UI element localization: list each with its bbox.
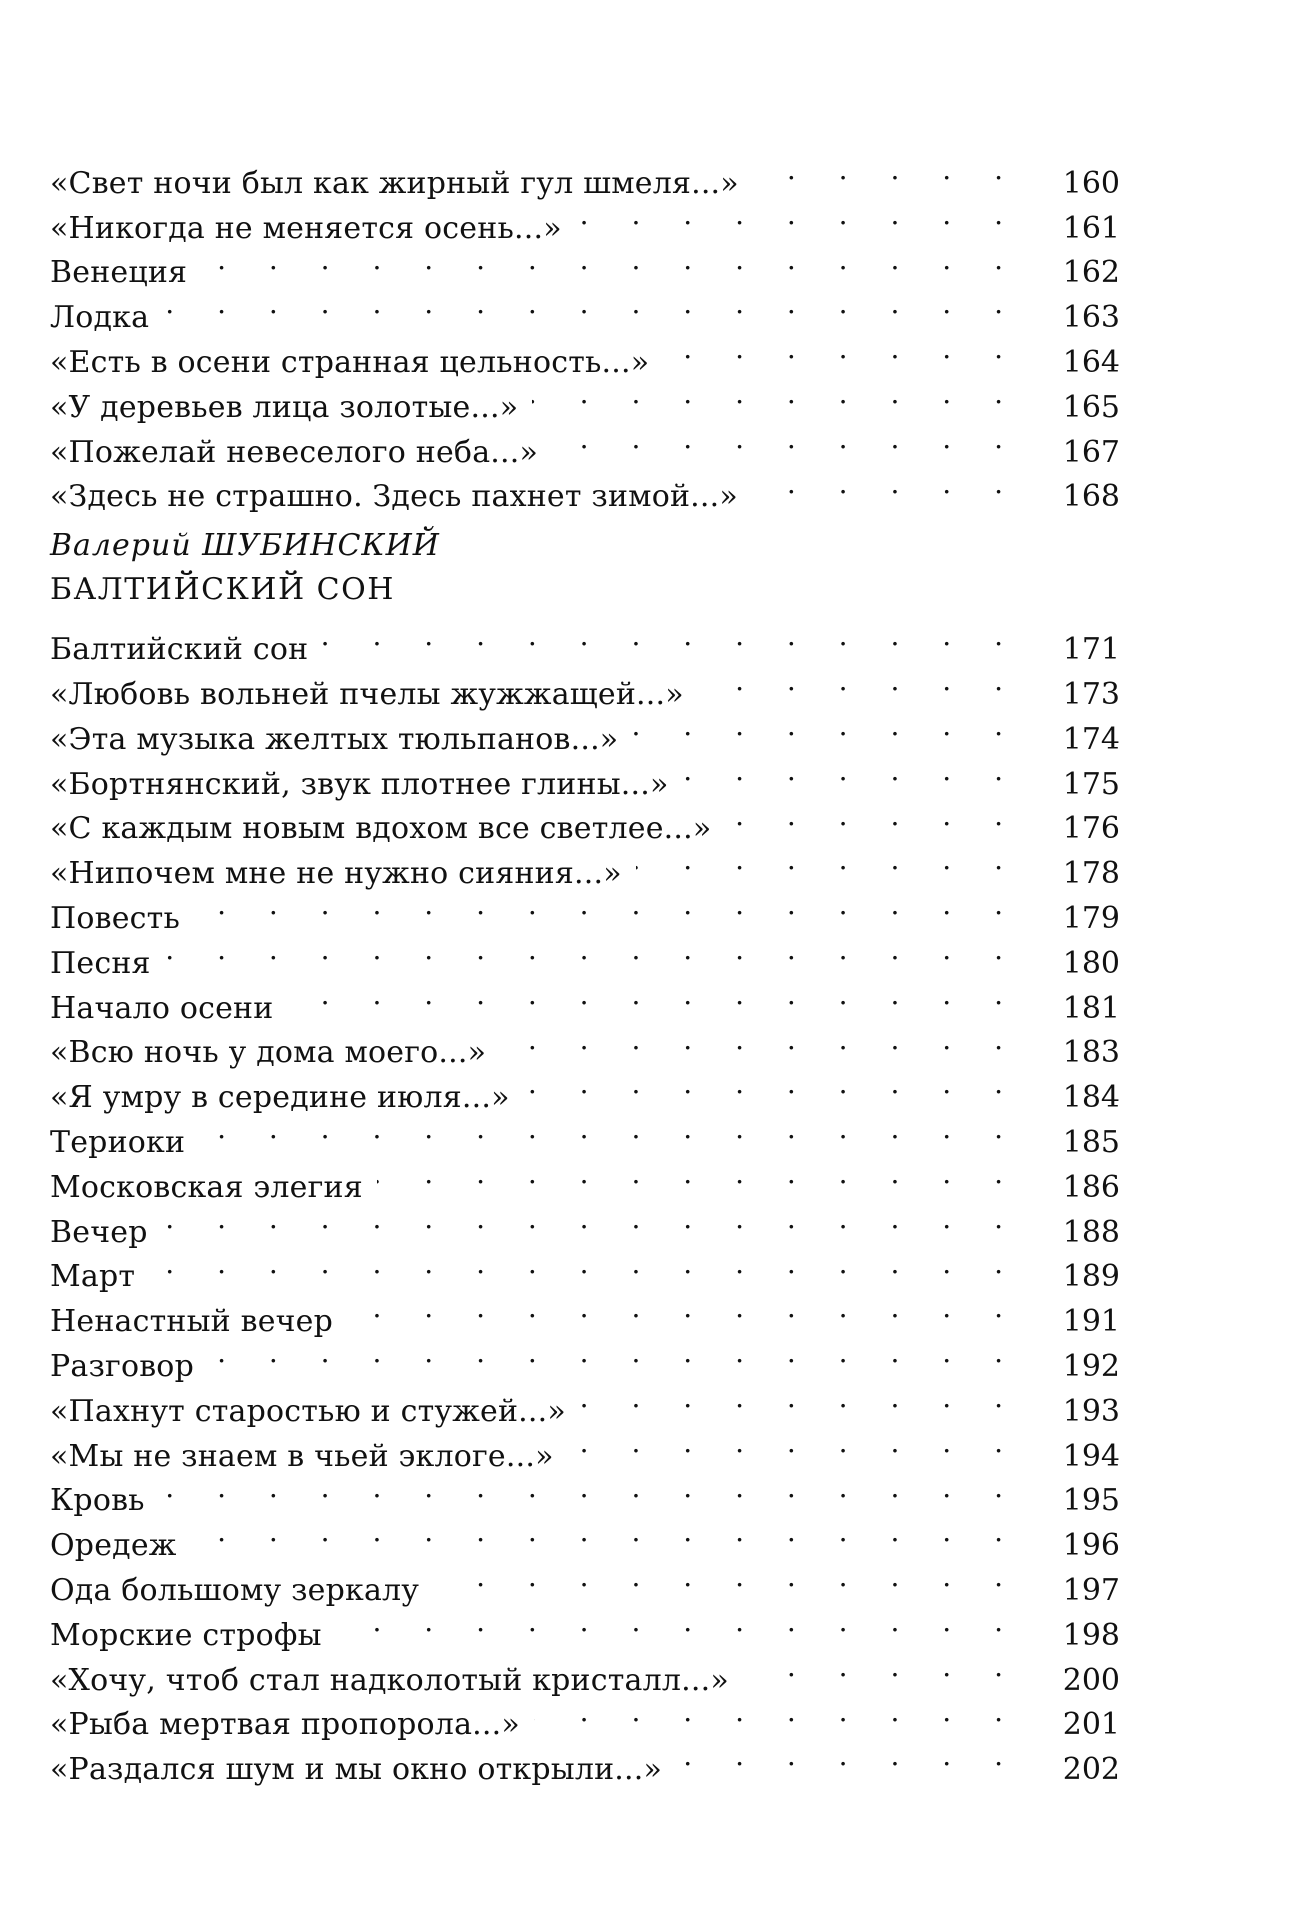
toc-entry-title: Венеция xyxy=(50,255,188,291)
toc-entry-title: «Пахнут старостью и стужей...» xyxy=(50,1393,566,1429)
toc-entry-title: «Пожелай невеселого неба...» xyxy=(50,434,539,470)
toc-leader-dots xyxy=(433,1555,1020,1600)
toc-leader-dots xyxy=(532,372,1020,417)
toc-entry xyxy=(50,883,1120,936)
toc-entry-page: 162 xyxy=(1062,255,1120,291)
toc-leader-dots xyxy=(698,659,1020,704)
toc-entry-title: Кровь xyxy=(50,1483,145,1519)
author-name: Валерий ШУБИНСКИЙ xyxy=(50,528,440,564)
toc-leader-dots xyxy=(500,1018,1020,1063)
toc-entry-title: Вечер xyxy=(50,1214,148,1250)
toc-entry-title: Разговор xyxy=(50,1348,194,1384)
toc-entry-title: Оредеж xyxy=(50,1528,177,1564)
toc-leader-dots xyxy=(524,1062,1020,1107)
toc-entry xyxy=(50,1510,1120,1564)
toc-entry-title: «С каждым новым вдохом все светлее...» xyxy=(50,811,712,847)
toc-entry-title: «Эта музыка желтых тюльпанов...» xyxy=(50,721,619,757)
toc-leader-dots xyxy=(676,1734,1020,1779)
toc-entry xyxy=(50,282,1120,336)
toc-entry-title: Март xyxy=(50,1259,136,1295)
toc-entry-title: «Здесь не страшно. Здесь пахнет зимой...» xyxy=(50,479,738,515)
toc-entry-page: 184 xyxy=(1062,1080,1120,1116)
toc-leader-dots xyxy=(752,462,1020,507)
table-of-contents-page xyxy=(50,148,1120,1788)
toc-entry xyxy=(50,327,1120,380)
toc-entry-page: 178 xyxy=(1062,856,1120,892)
toc-entry-page: 185 xyxy=(1062,1124,1120,1160)
toc-entry-title: «Есть в осени странная цельность...» xyxy=(50,344,650,380)
toc-entry-title: «Мы не знаем в чьей эклоге...» xyxy=(50,1438,554,1474)
toc-leader-dots xyxy=(194,883,1020,928)
toc-leader-dots xyxy=(568,1421,1020,1466)
toc-leader-dots xyxy=(534,1690,1020,1735)
toc-entry-title: «Любовь вольней пчелы жужжащей...» xyxy=(50,676,684,712)
toc-entry-title: «Бортнянский, звук плотнее глины...» xyxy=(50,766,669,802)
toc-leader-dots xyxy=(725,794,1020,839)
toc-entry-page: 200 xyxy=(1062,1662,1120,1698)
toc-entry-title: «Нипочем мне не нужно сияния...» xyxy=(50,856,622,892)
toc-leader-dots xyxy=(753,148,1020,193)
toc-entry-page: 195 xyxy=(1062,1483,1120,1519)
toc-entry-page: 181 xyxy=(1062,990,1120,1026)
toc-leader-dots xyxy=(287,973,1020,1018)
toc-entry-title: Московская элегия xyxy=(50,1169,363,1205)
toc-entry-page: 163 xyxy=(1062,300,1120,336)
toc-entry-page: 193 xyxy=(1062,1393,1120,1429)
toc-entry-page: 192 xyxy=(1062,1348,1120,1384)
toc-entry-page: 174 xyxy=(1062,721,1120,757)
toc-entry-title: «Раздался шум и мы окно открыли...» xyxy=(50,1752,663,1788)
toc-entry-page: 183 xyxy=(1062,1035,1120,1071)
toc-entry xyxy=(50,1286,1120,1340)
toc-entry-page: 171 xyxy=(1062,632,1120,668)
toc-leader-dots xyxy=(663,327,1020,372)
toc-entry-title: Лодка xyxy=(50,300,150,336)
collection-title: БАЛТИЙСКИЙ СОН xyxy=(50,572,395,608)
toc-entry xyxy=(50,238,1120,291)
toc-entry xyxy=(50,1331,1120,1384)
toc-entry xyxy=(50,1555,1120,1608)
toc-entry-title: «Свет ночи был как жирный гул шмеля...» xyxy=(50,165,739,201)
toc-entry-page: 197 xyxy=(1062,1572,1120,1608)
toc-entry-page: 186 xyxy=(1062,1169,1120,1205)
toc-leader-dots xyxy=(743,1645,1020,1690)
toc-leader-dots xyxy=(576,193,1020,238)
toc-entry-page: 191 xyxy=(1062,1304,1120,1340)
toc-entry-page: 196 xyxy=(1062,1528,1120,1564)
toc-leader-dots xyxy=(552,417,1020,462)
toc-entry-page: 173 xyxy=(1062,676,1120,712)
toc-leader-dots xyxy=(377,1152,1020,1197)
toc-entry xyxy=(50,1466,1120,1519)
toc-entry-title: Песня xyxy=(50,945,151,981)
toc-leader-dots xyxy=(162,1197,1020,1242)
toc-leader-dots xyxy=(191,1510,1020,1555)
toc-entry-page: 160 xyxy=(1062,165,1120,201)
toc-entry-title: Повесть xyxy=(50,900,180,936)
toc-entry-title: «Хочу, чтоб стал надколотый кристалл...» xyxy=(50,1662,729,1698)
toc-entry-page: 198 xyxy=(1062,1617,1120,1653)
toc-entry xyxy=(50,1376,1120,1429)
toc-entry-page: 167 xyxy=(1062,434,1120,470)
toc-entry-title: Балтийский сон xyxy=(50,632,309,668)
toc-entry-page: 179 xyxy=(1062,900,1120,936)
toc-entry-page: 175 xyxy=(1062,766,1120,802)
toc-entry-page: 194 xyxy=(1062,1438,1120,1474)
toc-entry-page: 202 xyxy=(1062,1752,1120,1788)
toc-entry-title: Начало осени xyxy=(50,990,274,1026)
toc-entry xyxy=(50,1242,1120,1295)
toc-entry-title: Териоки xyxy=(50,1124,186,1160)
toc-entry-page: 176 xyxy=(1062,811,1120,847)
toc-entry-page: 165 xyxy=(1062,389,1120,425)
toc-leader-dots xyxy=(322,614,1020,659)
toc-leader-dots xyxy=(632,704,1020,749)
toc-leader-dots xyxy=(683,749,1020,794)
toc-entry xyxy=(50,148,1120,201)
toc-entry-page: 161 xyxy=(1062,210,1120,246)
toc-leader-dots xyxy=(159,1466,1020,1511)
toc-entry-title: Ненастный вечер xyxy=(50,1304,334,1340)
toc-entry-page: 164 xyxy=(1062,344,1120,380)
toc-entry-page: 188 xyxy=(1062,1214,1120,1250)
section-heading xyxy=(50,524,1120,612)
toc-entry-title: Морские строфы xyxy=(50,1617,322,1653)
toc-entry-page: 180 xyxy=(1062,945,1120,981)
toc-leader-dots xyxy=(347,1286,1020,1331)
toc-entry-title: «Рыба мертвая пропорола...» xyxy=(50,1707,520,1743)
toc-entry-title: «Всю ночь у дома моего...» xyxy=(50,1035,487,1071)
toc-leader-dots xyxy=(336,1600,1020,1645)
toc-leader-dots xyxy=(580,1376,1020,1421)
toc-leader-dots xyxy=(208,1331,1020,1376)
toc-entry xyxy=(50,614,1120,668)
toc-leader-dots xyxy=(165,928,1020,973)
toc-entry-title: «Я умру в середине июля...» xyxy=(50,1080,510,1116)
toc-entry-page: 189 xyxy=(1062,1259,1120,1295)
toc-list-part2 xyxy=(50,614,1120,1788)
toc-list-part1 xyxy=(50,148,1120,515)
toc-entry xyxy=(50,1107,1120,1160)
toc-leader-dots xyxy=(636,838,1020,883)
toc-entry-title: «Никогда не меняется осень...» xyxy=(50,210,562,246)
toc-entry-page: 168 xyxy=(1062,479,1120,515)
toc-entry-page: 201 xyxy=(1062,1707,1120,1743)
toc-entry-title: Ода большому зеркалу xyxy=(50,1572,420,1608)
toc-entry xyxy=(50,973,1120,1026)
toc-leader-dots xyxy=(163,282,1020,327)
toc-entry-title: «У деревьев лица золотые...» xyxy=(50,389,519,425)
toc-leader-dots xyxy=(201,238,1020,283)
toc-leader-dots xyxy=(199,1107,1020,1152)
toc-entry xyxy=(50,1197,1120,1250)
toc-leader-dots xyxy=(149,1242,1020,1287)
toc-entry xyxy=(50,928,1120,981)
toc-entry xyxy=(50,1152,1120,1205)
